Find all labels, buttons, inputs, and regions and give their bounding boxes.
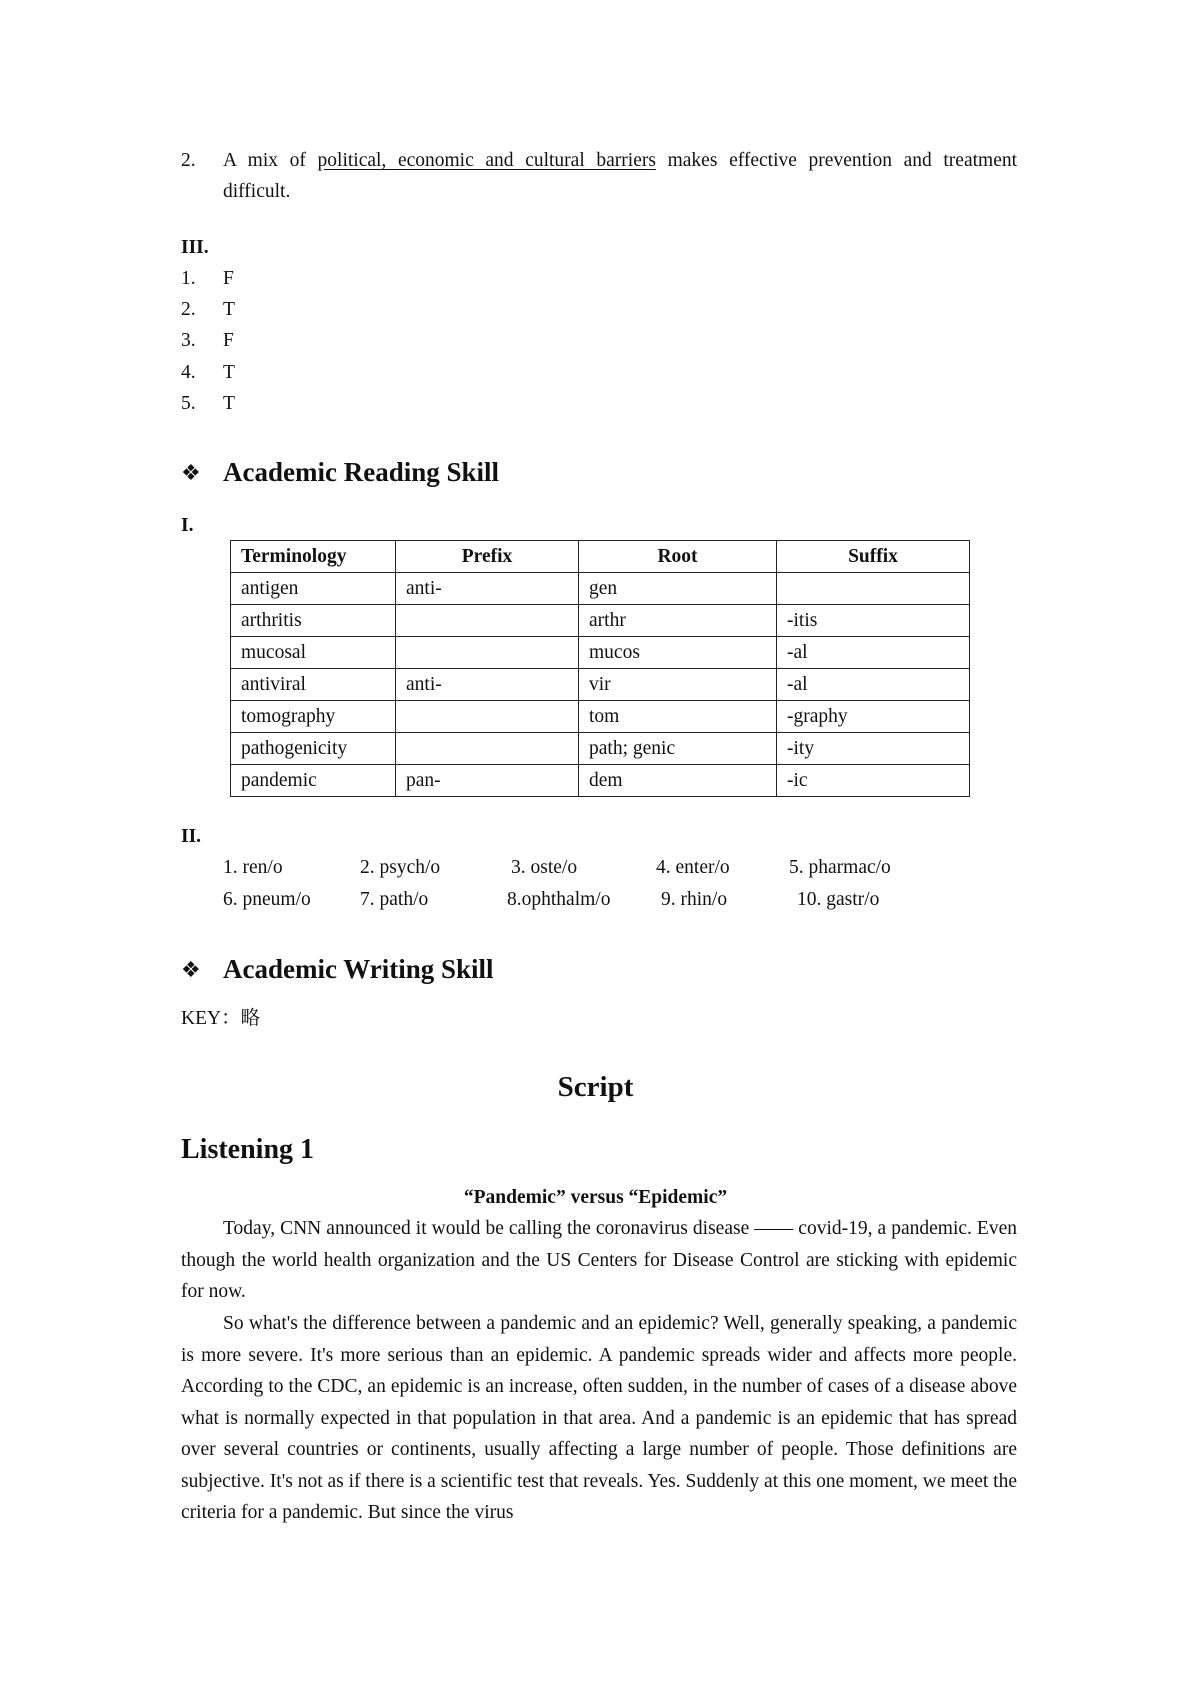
header-suffix: Suffix xyxy=(777,541,970,573)
table-cell: -ity xyxy=(777,733,970,765)
answer-number: 5. xyxy=(181,393,196,414)
terminology-table xyxy=(230,540,970,797)
table-row xyxy=(231,637,970,669)
table-cell: -ic xyxy=(777,765,970,797)
answer-value: T xyxy=(223,299,235,320)
table-row xyxy=(231,733,970,765)
root-item: 4. enter/o xyxy=(656,857,730,878)
table-cell xyxy=(396,637,579,669)
table-row xyxy=(231,605,970,637)
table-cell: vir xyxy=(579,669,777,701)
table-cell: -al xyxy=(777,637,970,669)
table-cell: pan- xyxy=(396,765,579,797)
table-cell xyxy=(396,605,579,637)
table-cell: -itis xyxy=(777,605,970,637)
answer-value: T xyxy=(223,393,235,414)
answer-number: 2. xyxy=(181,299,196,320)
table-cell: arthritis xyxy=(231,605,396,637)
table-cell: anti- xyxy=(396,573,579,605)
table-row xyxy=(231,669,970,701)
answer-number: 4. xyxy=(181,362,196,383)
script-title: Script xyxy=(557,1071,634,1103)
table-cell: anti- xyxy=(396,669,579,701)
script-paragraph-1: Today, CNN announced it would be calling the coronavirus disease —— covid-19, a pandemic. Even though the world health organization and the US Centers for Disease Control are sticking with epidemic for now. xyxy=(181,1218,1017,1302)
writing-key: KEY：略 xyxy=(181,1008,261,1029)
passage-title: “Pandemic” versus “Epidemic” xyxy=(463,1187,728,1208)
answer-value: T xyxy=(223,362,235,383)
table-cell: tom xyxy=(579,701,777,733)
table-row xyxy=(231,701,970,733)
table-row xyxy=(231,765,970,797)
table-cell: mucos xyxy=(579,637,777,669)
table-cell: antiviral xyxy=(231,669,396,701)
reading-skill-heading: Academic Reading Skill xyxy=(223,457,500,487)
reading-part-2-label: II. xyxy=(181,826,202,847)
table-cell: dem xyxy=(579,765,777,797)
table-cell: path; genic xyxy=(579,733,777,765)
header-root: Root xyxy=(579,541,777,573)
section-3-label: III. xyxy=(181,237,209,258)
table-cell: tomography xyxy=(231,701,396,733)
table-cell: gen xyxy=(579,573,777,605)
root-item: 8.ophthalm/o xyxy=(507,889,611,910)
reading-part-1-label: I. xyxy=(181,515,194,536)
diamond-bullet-icon: ❖ xyxy=(181,460,201,485)
answer-value: F xyxy=(223,330,234,351)
item-2-line1 xyxy=(223,146,1017,176)
answer-number: 3. xyxy=(181,330,196,351)
root-item: 10. gastr/o xyxy=(797,889,880,910)
root-item: 2. psych/o xyxy=(360,857,441,878)
item-2-underlined-phrase: political, economic and cultural barriers xyxy=(317,150,656,171)
header-terminology: Terminology xyxy=(231,541,396,573)
table-cell: pandemic xyxy=(231,765,396,797)
item-2-text-before: A mix of xyxy=(223,150,306,171)
answer-value: F xyxy=(223,268,234,289)
root-item: 5. pharmac/o xyxy=(789,857,891,878)
table-cell xyxy=(396,701,579,733)
root-item: 3. oste/o xyxy=(511,857,578,878)
table-cell: -al xyxy=(777,669,970,701)
table-cell: pathogenicity xyxy=(231,733,396,765)
table-cell: antigen xyxy=(231,573,396,605)
writing-skill-heading: Academic Writing Skill xyxy=(223,954,494,984)
item-2-text-after: makes effective prevention and treatment xyxy=(667,150,1018,171)
root-item: 9. rhin/o xyxy=(661,889,728,910)
table-cell: -graphy xyxy=(777,701,970,733)
script-paragraph-2: So what's the difference between a pandemic and an epidemic? Well, generally speaking, a pandemic is more severe. It's more serious than an epidemic. A pandemic spreads wider and affects more people. According to the CDC, an epidemic is an increase, often sudden, in the number of cases of a disease above what is normally expected in that population in that area. And a pandemic is an epidemic that has spread over several countries or continents, usually affecting a large number of people. Those definitions are subjective. It's not as if there is a scientific test that reveals. Yes. Suddenly at this one moment, we meet the criteria for a pandemic. But since the virus xyxy=(181,1313,1017,1523)
item-2-line2: difficult. xyxy=(223,181,291,202)
answer-number: 1. xyxy=(181,268,196,289)
header-prefix: Prefix xyxy=(396,541,579,573)
table-cell xyxy=(396,733,579,765)
table-cell: arthr xyxy=(579,605,777,637)
table-cell xyxy=(777,573,970,605)
table-row xyxy=(231,573,970,605)
table-cell: mucosal xyxy=(231,637,396,669)
table-header-row xyxy=(231,541,970,573)
root-item: 6. pneum/o xyxy=(223,889,311,910)
root-item: 1. ren/o xyxy=(223,857,283,878)
listening-1-title: Listening 1 xyxy=(181,1134,315,1165)
diamond-bullet-icon: ❖ xyxy=(181,957,201,982)
item-2-number: 2. xyxy=(181,150,196,171)
root-item: 7. path/o xyxy=(360,889,429,910)
